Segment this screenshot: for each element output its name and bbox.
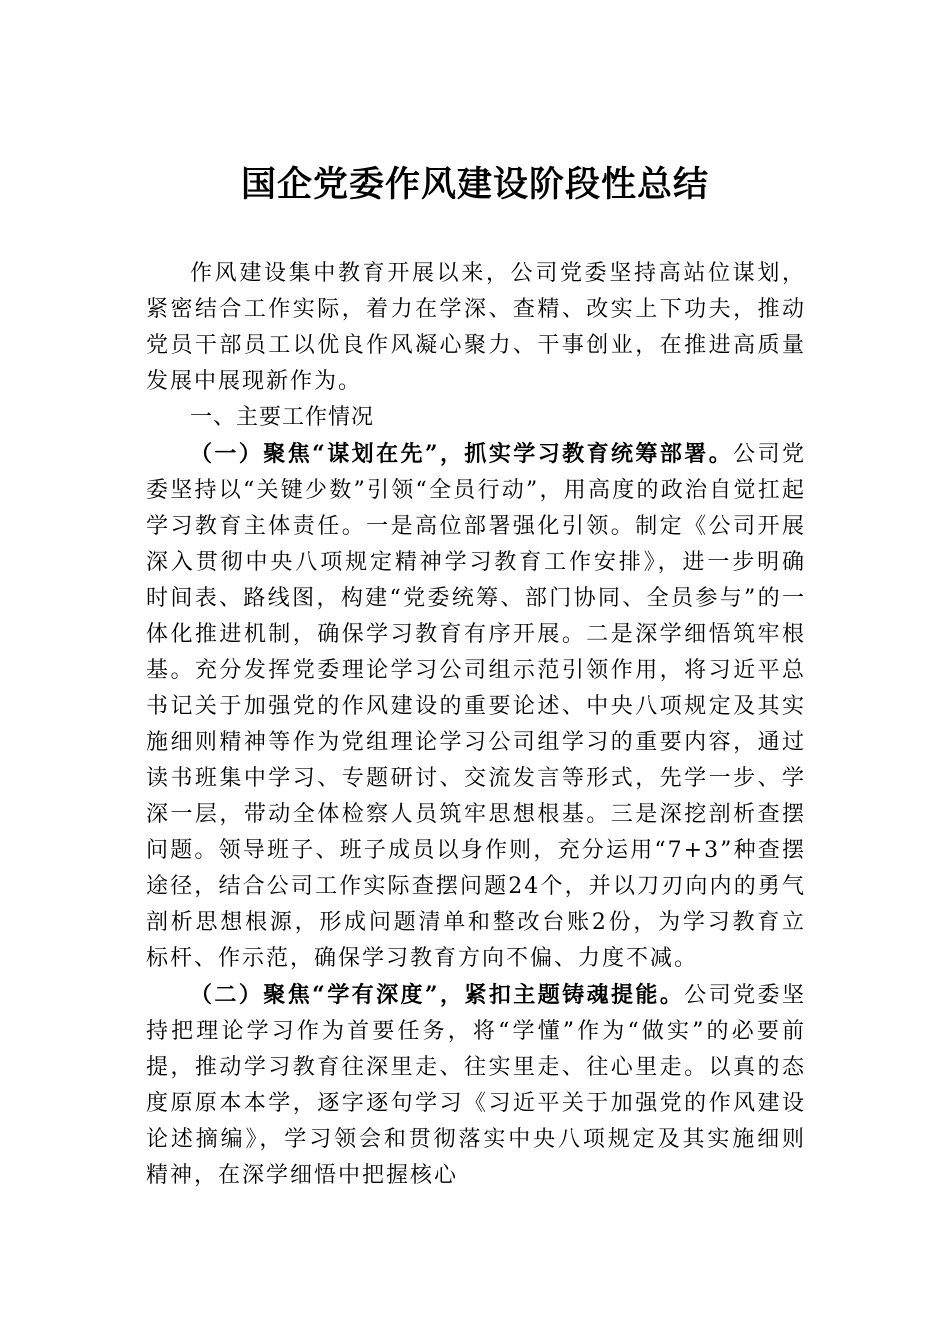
intro-paragraph: 作风建设集中教育开展以来，公司党委坚持高站位谋划，紧密结合工作实际，着力在学深、查精、改实上下功夫，推动党员干部员工以优良作风凝心聚力、干事创业，在推进高质量发展中展现新作为。 bbox=[146, 261, 806, 394]
subsection-1-paragraph bbox=[146, 436, 806, 977]
section-heading-main-work: 一、主要工作情况 bbox=[190, 405, 375, 430]
subsection-1-title: （一）聚焦“谋划在先”，抓实学习教育统筹部署。 bbox=[190, 441, 734, 467]
subsection-2-title: （二）聚焦“学有深度”，紧扣主题铸魂提能。 bbox=[190, 982, 685, 1008]
document-title: 国企党委作风建设阶段性总结 bbox=[240, 164, 709, 205]
subsection-2-body: 公司党委坚持把理论学习作为首要任务，将“学懂”作为“做实”的必要前提，推动学习教育往深里走、往实里走、往心里走。以真的态度原原本本学，逐字逐句学习《习近平关于加强党的作风建设论述摘编》，学习领会和贯彻落实中央八项规定及其实施细则精神，在深学细悟中把握核心 bbox=[146, 983, 806, 1188]
subsection-1-body: 公司党委坚持以“关键少数”引领“全员行动”，用高度的政治自觉扛起学习教育主体责任。一是高位部署强化引领。制定《公司开展深入贯彻中央八项规定精神学习教育工作安排》，进一步明确时间表、路线图，构建“党委统筹、部门协同、全员参与”的一体化推进机制，确保学习教育有序开展。二是深学细悟筑牢根基。充分发挥党委理论学习公司组示范引领作用，将习近平总书记关于加强党的作风建设的重要论述、中央八项规定及其实施细则精神等作为党组理论学习公司组学习的重要内容，通过读书班集中学习、专题研讨、交流发言等形式，先学一步、学深一层，带动全体检察人员筑牢思想根基。三是深挖剖析查摆问题。领导班子、班子成员以身作则，充分运用“7+3”种查摆途径，结合公司工作实际查摆问题24个，并以刀刃向内的勇气剖析思想根源，形成问题清单和整改台账2份，为学习教育立标杆、作示范，确保学习教育方向不偏、力度不减。 bbox=[146, 442, 806, 971]
subsection-2-paragraph bbox=[146, 977, 806, 1194]
document-body bbox=[146, 256, 806, 1194]
